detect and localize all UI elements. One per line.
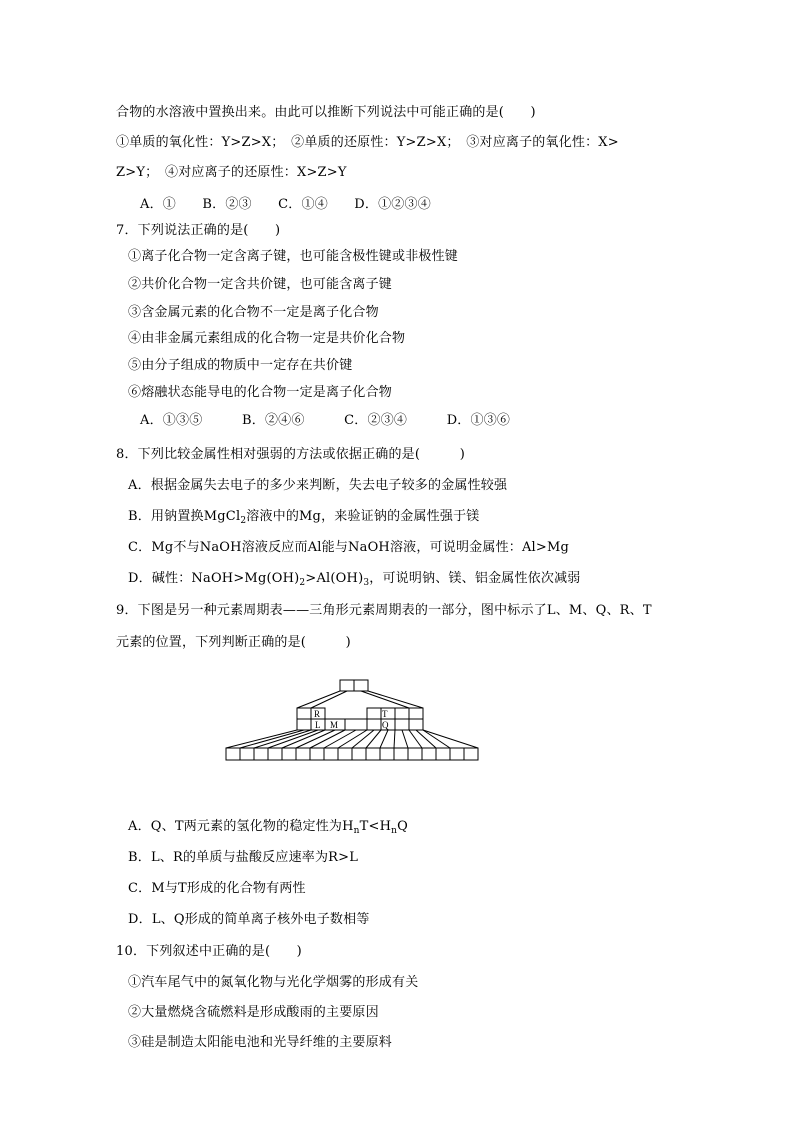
q6-options: A．① B．②③ C．①④ D．①②③④ [140, 197, 431, 212]
q10-item-3: ③硅是制造太阳能电池和光导纤维的主要原料 [128, 1035, 393, 1050]
q10-item-2: ②大量燃烧含硫燃料是形成酸雨的主要原因 [128, 1005, 379, 1020]
q9-option-b: B．L、R的单质与盐酸反应速率为R>L [128, 850, 359, 865]
q7-item-2: ②共价化合物一定含共价键，也可能含离子键 [128, 277, 393, 292]
q9-option-c: C．M与T形成的化合物有两性 [128, 881, 306, 896]
q7-options: A．①③⑤ B．②④⑥ C．②③④ D．①③⑥ [140, 413, 511, 428]
q8-option-d: D．碱性：$NaOH>Mg(OH)_2>Al(OH)_3$，可说明钠、镁、铝金属性依次减弱 [128, 571, 581, 588]
q9-stem-line-1: 9．下图是另一种元素周期表——三角形元素周期表的一部分，图中标示了L、M、Q、R、T [116, 603, 652, 618]
q8-option-b: B．用钠置换MgCl$_2$溶液中的Mg，来验证钠的金属性强于镁 [128, 509, 480, 526]
q7-item-6: ⑥熔融状态能导电的化合物一定是离子化合物 [128, 385, 393, 400]
q6-statements-line-1: ①单质的氧化性：Y>Z>X； ②单质的还原性：Y>Z>X； ③对应离子的氧化性：X> [116, 135, 619, 150]
q6-statements-line-2: Z>Y； ④对应离子的还原性：X>Z>Y [116, 165, 347, 180]
element-label-r: R [314, 709, 321, 719]
element-label-t: T [382, 709, 388, 719]
q9-option-a: A．Q、T两元素的氢化物的稳定性为$H_nT<H_nQ$ [128, 819, 409, 836]
element-label-q: Q [382, 720, 389, 730]
q8-stem: 8．下列比较金属性相对强弱的方法或依据正确的是( ) [116, 447, 466, 462]
q10-stem: 10．下列叙述中正确的是( ) [116, 944, 302, 959]
q6-stem-continuation: 合物的水溶液中置换出来。由此可以推断下列说法中可能正确的是( ) [116, 105, 536, 120]
q7-stem: 7．下列说法正确的是( ) [116, 223, 281, 238]
q8-option-a: A．根据金属失去电子的多少来判断，失去电子较多的金属性较强 [128, 478, 508, 493]
q7-item-5: ⑤由分子组成的物质中一定存在共价键 [128, 358, 353, 373]
q7-item-3: ③含金属元素的化合物不一定是离子化合物 [128, 305, 379, 320]
q10-item-1: ①汽车尾气中的氮氧化物与光化学烟雾的形成有关 [128, 975, 419, 990]
element-label-m: M [330, 720, 339, 730]
q9-option-d: D．L、Q形成的简单离子核外电子数相等 [128, 912, 370, 927]
q8-option-c: C．Mg不与NaOH溶液反应而Al能与NaOH溶液，可说明金属性：Al>Mg [128, 540, 570, 555]
element-label-l: L [315, 720, 321, 730]
q7-item-1: ①离子化合物一定含离子键，也可能含极性键或非极性键 [128, 249, 459, 264]
q7-item-4: ④由非金属元素组成的化合物一定是共价化合物 [128, 331, 406, 346]
q9-stem-line-2: 元素的位置，下列判断正确的是( ) [116, 635, 351, 650]
